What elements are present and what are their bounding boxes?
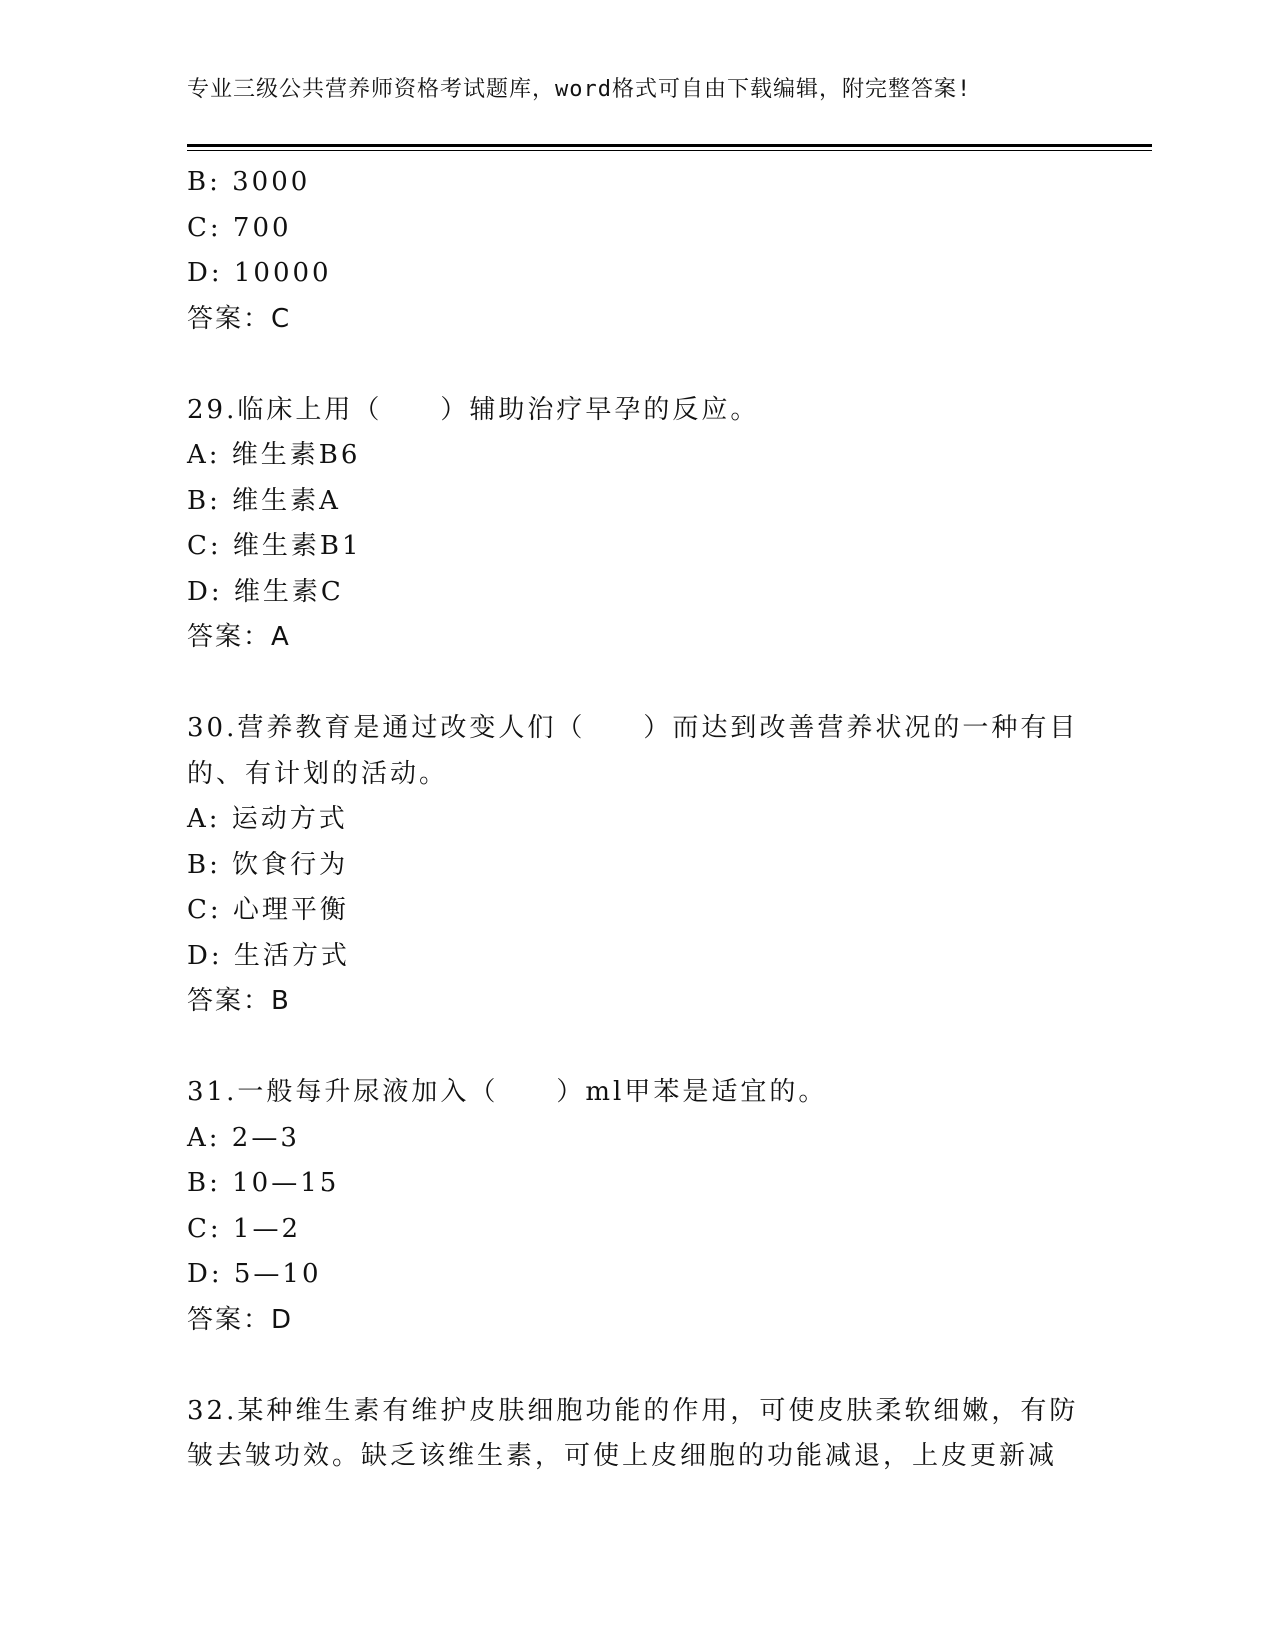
question-stem: 29.临床上用（ ）辅助治疗早孕的反应。 <box>187 394 760 425</box>
question-stem-line-2: 的、有计划的活动。 <box>187 758 449 789</box>
question-31 <box>187 1070 1087 1343</box>
answer-label: 答案：A <box>187 622 291 652</box>
option-c: C: 维生素B1 <box>187 531 362 561</box>
answer-label: 答案：C <box>187 303 292 334</box>
page-header-title: 专业三级公共营养师资格考试题库，word格式可自由下载编辑，附完整答案! <box>187 77 972 102</box>
previous-question-tail <box>187 160 1087 342</box>
option-c: C: 700 <box>187 212 292 243</box>
question-stem: 31.一般每升尿液加入（ ）ml甲苯是适宜的。 <box>187 1077 828 1107</box>
option-d: D: 生活方式 <box>187 940 350 971</box>
question-spacer <box>187 1025 1087 1071</box>
header-divider-thick <box>187 144 1152 147</box>
question-stem-line-1: 32.某种维生素有维护皮肤细胞功能的作用，可使皮肤柔软细嫩，有防 <box>187 1395 1079 1426</box>
answer-label: 答案：B <box>187 986 291 1016</box>
question-stem-line-2: 皱去皱功效。缺乏该维生素，可使上皮细胞的功能减退，上皮更新减 <box>187 1441 1058 1471</box>
option-a: A: 运动方式 <box>187 804 348 834</box>
option-d: D: 维生素C <box>187 576 344 607</box>
option-c: C: 心理平衡 <box>187 895 349 925</box>
question-stem-line-1: 30.营养教育是通过改变人们（ ）而达到改善营养状况的一种有目 <box>187 713 1079 743</box>
option-b: B: 10—15 <box>187 1168 340 1198</box>
option-a: A: 2—3 <box>187 1122 300 1153</box>
question-32 <box>187 1389 1087 1480</box>
question-spacer <box>187 1343 1087 1389</box>
question-30 <box>187 706 1087 1025</box>
header-divider-thin <box>187 150 1152 151</box>
question-list <box>187 160 1087 1480</box>
question-spacer <box>187 661 1087 707</box>
option-b: B: 3000 <box>187 167 311 197</box>
option-d: D: 5—10 <box>187 1259 322 1289</box>
option-a: A: 维生素B6 <box>187 440 361 470</box>
option-d: D: 10000 <box>187 258 332 288</box>
question-29 <box>187 388 1087 661</box>
option-b: B: 饮食行为 <box>187 849 349 880</box>
option-c: C: 1—2 <box>187 1213 302 1244</box>
answer-label: 答案：D <box>187 1304 294 1335</box>
option-b: B: 维生素A <box>187 485 341 516</box>
question-spacer <box>187 342 1087 388</box>
